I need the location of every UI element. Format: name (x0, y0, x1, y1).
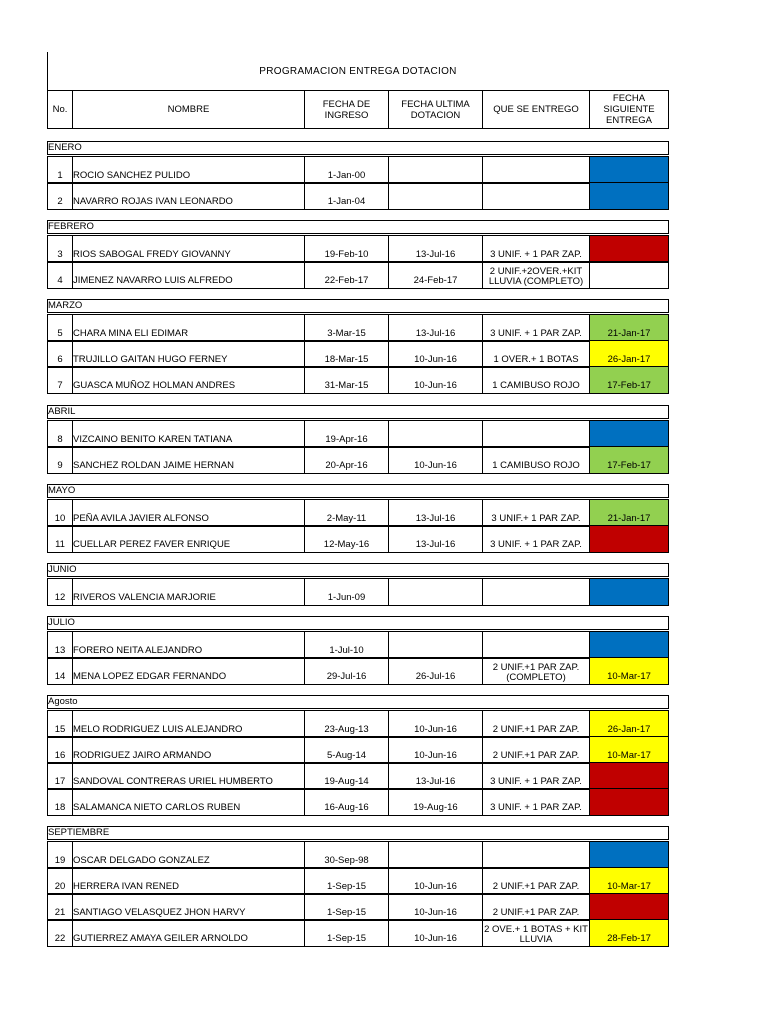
cell-fecha-ingreso-text: 1-Jan-00 (327, 170, 366, 181)
cell-no-text: 15 (54, 724, 66, 735)
cell-nombre (73, 894, 305, 920)
cell-fecha-siguiente-text: 28-Feb-17 (607, 539, 651, 550)
cell-fecha-ingreso (305, 421, 389, 447)
cell-nombre-text: TRUJILLO GAITAN HUGO FERNEY (73, 354, 228, 365)
cell-nombre-text: MELO RODRIGUEZ LUIS ALEJANDRO (73, 724, 243, 735)
cell-fecha-ultima-text: 10-Jun-16 (414, 933, 457, 944)
cell-fecha-ultima-text: 26-Jul-16 (415, 671, 456, 682)
cell-que-se-entrego (483, 658, 590, 684)
cell-que-se-entrego (483, 894, 590, 920)
cell-nombre-text: JIMENEZ NAVARRO LUIS ALFREDO (73, 275, 233, 286)
table-row (47, 156, 669, 184)
cell-fecha-ingreso-text: 16-Aug-16 (324, 802, 369, 813)
cell-nombre (73, 262, 305, 288)
cell-que-se-entrego (483, 500, 590, 526)
cell-fecha-ingreso (305, 262, 389, 288)
cell-nombre-text: HERRERA IVAN RENED (73, 881, 179, 892)
cell-nombre (73, 526, 305, 552)
cell-fecha-ultima (389, 868, 483, 894)
cell-fecha-ultima-text: 10-Jun-16 (414, 354, 457, 365)
cell-fecha-siguiente (590, 157, 668, 183)
cell-fecha-ultima-text: 19-Aug-16 (413, 802, 458, 813)
cell-fecha-siguiente (590, 341, 668, 367)
cell-no (48, 315, 73, 341)
cell-no (48, 262, 73, 288)
cell-que-se-entrego-text: 1 OVER.+ 1 BOTAS (493, 354, 579, 365)
sheet-title: PROGRAMACION ENTREGA DOTACION (259, 65, 457, 77)
cell-fecha-ingreso (305, 157, 389, 183)
cell-nombre (73, 579, 305, 605)
table-row (47, 788, 669, 816)
cell-no-text: 19 (54, 855, 66, 866)
header-fecha-ultima: FECHA ULTIMA DOTACION (389, 91, 483, 128)
cell-no-text: 6 (57, 354, 63, 365)
cell-fecha-ingreso (305, 341, 389, 367)
cell-fecha-ultima-text: 10-Jun-16 (414, 907, 457, 918)
cell-fecha-siguiente-text: 10-Mar-17 (607, 750, 651, 761)
month-header: ENERO (47, 141, 669, 155)
cell-fecha-ultima (389, 183, 483, 209)
cell-fecha-ingreso-text: 12-May-16 (323, 539, 370, 550)
table-row (47, 420, 669, 448)
cell-nombre (73, 737, 305, 763)
cell-no-text: 7 (57, 380, 63, 391)
cell-no (48, 920, 73, 946)
cell-no (48, 894, 73, 920)
cell-fecha-siguiente (590, 711, 668, 737)
table-row (47, 499, 669, 527)
header-que-se-entrego: QUE SE ENTREGO (483, 91, 590, 128)
cell-que-se-entrego-text: 2 UNIF.+1 PAR ZAP. (492, 724, 580, 735)
cell-fecha-siguiente-text: 21-Jan-17 (607, 328, 651, 339)
cell-nombre (73, 157, 305, 183)
table-row (47, 446, 669, 474)
cell-fecha-ingreso (305, 894, 389, 920)
cell-que-se-entrego-text: 2 UNIF.+1 PAR ZAP. (COMPLETO) (492, 662, 580, 683)
table-row (47, 736, 669, 764)
cell-que-se-entrego (483, 526, 590, 552)
cell-nombre (73, 341, 305, 367)
cell-fecha-ingreso-text: 31-Mar-15 (324, 380, 369, 391)
cell-fecha-ultima (389, 842, 483, 868)
cell-fecha-ultima (389, 447, 483, 473)
cell-nombre (73, 632, 305, 658)
cell-que-se-entrego (483, 367, 590, 393)
cell-que-se-entrego-text: 3 UNIF. + 1 PAR ZAP. (490, 776, 582, 787)
cell-fecha-ingreso (305, 447, 389, 473)
cell-fecha-ingreso-text: 1-Jul-10 (329, 645, 364, 656)
cell-nombre (73, 236, 305, 262)
cell-nombre (73, 789, 305, 815)
cell-que-se-entrego-text: 2 UNIF.+1 PAR ZAP. (492, 881, 580, 892)
cell-fecha-siguiente (590, 421, 668, 447)
cell-no-text: 16 (54, 750, 66, 761)
cell-que-se-entrego (483, 579, 590, 605)
table-row (47, 366, 669, 394)
cell-fecha-siguiente (590, 236, 668, 262)
cell-que-se-entrego-text: 2 UNIF.+2OVER.+KIT LLUVIA (COMPLETO) (488, 266, 584, 287)
month-header: MARZO (47, 299, 669, 313)
cell-fecha-siguiente (590, 868, 668, 894)
cell-fecha-ultima (389, 421, 483, 447)
cell-fecha-ultima (389, 500, 483, 526)
cell-fecha-ingreso (305, 842, 389, 868)
cell-no (48, 157, 73, 183)
table-row (47, 525, 669, 553)
cell-fecha-ultima-text: 13-Jul-16 (415, 328, 456, 339)
cell-fecha-ingreso (305, 526, 389, 552)
cell-fecha-siguiente-text: 28-Feb-17 (607, 933, 651, 944)
cell-no (48, 711, 73, 737)
cell-que-se-entrego (483, 421, 590, 447)
cell-fecha-ingreso (305, 367, 389, 393)
cell-fecha-ultima-text: 10-Jun-16 (414, 460, 457, 471)
cell-fecha-siguiente (590, 737, 668, 763)
cell-fecha-ultima-text: 10-Jun-16 (414, 881, 457, 892)
cell-que-se-entrego (483, 763, 590, 789)
table-row (47, 867, 669, 895)
cell-que-se-entrego (483, 236, 590, 262)
cell-fecha-ingreso-text: 22-Feb-17 (324, 275, 369, 286)
cell-fecha-ingreso-text: 5-Aug-14 (326, 750, 367, 761)
cell-fecha-ingreso (305, 579, 389, 605)
cell-fecha-ingreso (305, 183, 389, 209)
cell-que-se-entrego-text: 2 OVE.+ 1 BOTAS + KIT LLUVIA (484, 924, 588, 945)
cell-fecha-ultima (389, 789, 483, 815)
cell-fecha-siguiente-text: 28-Feb-17 (607, 776, 651, 787)
cell-nombre (73, 367, 305, 393)
cell-que-se-entrego-text: 3 UNIF. + 1 PAR ZAP. (490, 249, 582, 260)
cell-nombre (73, 183, 305, 209)
cell-nombre (73, 842, 305, 868)
cell-nombre-text: VIZCAINO BENITO KAREN TATIANA (73, 434, 233, 445)
header-fecha-siguiente: FECHA SIGUIENTE ENTREGA (603, 93, 655, 126)
cell-nombre-text: CUELLAR PEREZ FAVER ENRIQUE (73, 539, 231, 550)
cell-fecha-ultima (389, 341, 483, 367)
cell-no-text: 3 (57, 249, 63, 260)
cell-fecha-ultima (389, 658, 483, 684)
header-fecha-ingreso: FECHA DE INGRESO (305, 91, 389, 128)
cell-fecha-siguiente-text: 26-Jan-17 (607, 724, 651, 735)
cell-fecha-siguiente (590, 183, 668, 209)
cell-nombre (73, 658, 305, 684)
cell-fecha-ingreso (305, 315, 389, 341)
cell-fecha-ingreso (305, 868, 389, 894)
cell-no-text: 20 (54, 881, 66, 892)
cell-fecha-siguiente (590, 447, 668, 473)
cell-fecha-ultima (389, 262, 483, 288)
cell-no-text: 9 (57, 460, 63, 471)
cell-no-text: 18 (54, 802, 66, 813)
cell-no (48, 763, 73, 789)
month-header: SEPTIEMBRE (47, 826, 669, 840)
cell-fecha-ingreso-text: 29-Jul-16 (326, 671, 367, 682)
cell-fecha-ingreso (305, 632, 389, 658)
cell-que-se-entrego (483, 711, 590, 737)
cell-fecha-ultima (389, 737, 483, 763)
cell-fecha-ingreso-text: 1-Sep-15 (326, 907, 367, 918)
table-row (47, 314, 669, 342)
cell-fecha-siguiente-text: 28-Feb-17 (607, 802, 651, 813)
cell-fecha-ingreso-text: 18-Mar-15 (324, 354, 369, 365)
cell-fecha-siguiente-text: 10-Mar-17 (607, 881, 651, 892)
cell-no (48, 579, 73, 605)
cell-que-se-entrego (483, 632, 590, 658)
cell-fecha-ultima (389, 526, 483, 552)
cell-fecha-ingreso-text: 1-Jan-04 (327, 196, 366, 207)
cell-fecha-siguiente (590, 920, 668, 946)
table-row (47, 631, 669, 659)
cell-nombre-text: ROCIO SANCHEZ PULIDO (73, 170, 191, 181)
cell-fecha-ultima-text: 10-Jun-16 (414, 750, 457, 761)
cell-no-text: 12 (54, 592, 66, 603)
cell-fecha-ingreso (305, 763, 389, 789)
cell-nombre-text: SANDOVAL CONTRERAS URIEL HUMBERTO (73, 776, 273, 787)
table-row (47, 710, 669, 738)
cell-fecha-siguiente (590, 763, 668, 789)
cell-fecha-ultima-text: 13-Jul-16 (415, 249, 456, 260)
cell-fecha-ultima-text: 24-Feb-17 (413, 275, 458, 286)
cell-nombre (73, 500, 305, 526)
cell-fecha-siguiente-text: 10-Mar-17 (607, 671, 651, 682)
cell-fecha-ingreso-text: 20-Apr-16 (325, 460, 368, 471)
cell-fecha-ultima (389, 632, 483, 658)
cell-no (48, 447, 73, 473)
cell-fecha-ultima (389, 579, 483, 605)
table-row (47, 841, 669, 869)
cell-que-se-entrego-text: 3 UNIF. + 1 PAR ZAP. (490, 539, 582, 550)
table-row (47, 261, 669, 289)
cell-nombre-text: SALAMANCA NIETO CARLOS RUBEN (73, 802, 241, 813)
cell-no (48, 236, 73, 262)
cell-que-se-entrego (483, 868, 590, 894)
cell-no (48, 842, 73, 868)
cell-que-se-entrego-text: 3 UNIF. + 1 PAR ZAP. (490, 802, 582, 813)
cell-nombre-text: GUTIERREZ AMAYA GEILER ARNOLDO (73, 933, 248, 944)
cell-fecha-siguiente-text: 17-Feb-17 (607, 460, 651, 471)
cell-fecha-ingreso-text: 19-Apr-16 (325, 434, 368, 445)
cell-que-se-entrego (483, 262, 590, 288)
cell-fecha-siguiente (590, 658, 668, 684)
cell-fecha-siguiente (590, 842, 668, 868)
table-header (47, 90, 669, 129)
cell-no (48, 341, 73, 367)
month-header: FEBRERO (47, 220, 669, 234)
cell-no (48, 367, 73, 393)
cell-que-se-entrego (483, 315, 590, 341)
table-row (47, 762, 669, 790)
cell-que-se-entrego-text: 1 CAMIBUSO ROJO (492, 380, 580, 391)
cell-que-se-entrego-text: 2 UNIF.+1 PAR ZAP. (492, 907, 580, 918)
month-header: MAYO (47, 484, 669, 498)
cell-no-text: 17 (54, 776, 66, 787)
cell-fecha-siguiente (590, 579, 668, 605)
cell-fecha-siguiente (590, 632, 668, 658)
cell-nombre (73, 920, 305, 946)
cell-nombre-text: RODRIGUEZ JAIRO ARMANDO (73, 750, 212, 761)
cell-fecha-ultima (389, 763, 483, 789)
table-row (47, 235, 669, 263)
cell-nombre-text: SANTIAGO VELASQUEZ JHON HARVY (73, 907, 246, 918)
cell-fecha-siguiente-text: 17-Feb-17 (607, 380, 651, 391)
cell-nombre (73, 763, 305, 789)
cell-no (48, 737, 73, 763)
cell-que-se-entrego (483, 341, 590, 367)
cell-no (48, 868, 73, 894)
cell-no (48, 500, 73, 526)
cell-nombre-text: GUASCA MUÑOZ HOLMAN ANDRES (73, 380, 236, 391)
cell-fecha-ultima-text: 10-Jun-16 (414, 380, 457, 391)
table-row (47, 893, 669, 921)
cell-no-text: 21 (54, 907, 66, 918)
cell-fecha-siguiente (590, 367, 668, 393)
cell-que-se-entrego-text: 3 UNIF.+ 1 PAR ZAP. (491, 513, 581, 524)
cell-fecha-ingreso-text: 23-Aug-13 (324, 724, 369, 735)
header-no: No. (48, 91, 73, 128)
cell-fecha-siguiente-text: 26-Jan-17 (607, 354, 651, 365)
month-header: Agosto (47, 695, 669, 709)
cell-no-text: 2 (57, 196, 63, 207)
cell-nombre-text: SANCHEZ ROLDAN JAIME HERNAN (73, 460, 234, 471)
cell-fecha-siguiente (590, 789, 668, 815)
month-header: JUNIO (47, 563, 669, 577)
cell-fecha-ultima-text: 13-Jul-16 (415, 539, 456, 550)
cell-fecha-ingreso (305, 500, 389, 526)
header-nombre: NOMBRE (73, 91, 305, 128)
table-row (47, 578, 669, 606)
cell-que-se-entrego (483, 183, 590, 209)
cell-fecha-ultima (389, 315, 483, 341)
cell-nombre-text: OSCAR DELGADO GONZALEZ (73, 855, 210, 866)
cell-fecha-ingreso-text: 19-Feb-10 (324, 249, 369, 260)
cell-fecha-siguiente (590, 315, 668, 341)
cell-no-text: 14 (54, 671, 66, 682)
cell-fecha-ultima-text: 13-Jul-16 (415, 513, 456, 524)
cell-no (48, 183, 73, 209)
cell-fecha-siguiente (590, 526, 668, 552)
cell-no-text: 22 (54, 933, 66, 944)
cell-nombre-text: NAVARRO ROJAS IVAN LEONARDO (73, 196, 233, 207)
cell-nombre-text: MENA LOPEZ EDGAR FERNANDO (73, 671, 227, 682)
cell-fecha-siguiente (590, 894, 668, 920)
cell-no-text: 11 (55, 539, 65, 550)
cell-no-text: 8 (57, 434, 63, 445)
cell-fecha-ingreso-text: 19-Aug-14 (324, 776, 369, 787)
cell-que-se-entrego (483, 157, 590, 183)
cell-fecha-ingreso (305, 737, 389, 763)
cell-no (48, 632, 73, 658)
cell-nombre-text: RIOS SABOGAL FREDY GIOVANNY (73, 249, 231, 260)
cell-que-se-entrego-text: 1 CAMIBUSO ROJO (492, 460, 580, 471)
cell-fecha-ingreso-text: 1-Jun-09 (327, 592, 366, 603)
cell-fecha-ultima-text: 10-Jun-16 (414, 724, 457, 735)
cell-no (48, 658, 73, 684)
cell-fecha-ultima (389, 236, 483, 262)
cell-que-se-entrego (483, 789, 590, 815)
cell-fecha-ingreso-text: 30-Sep-98 (324, 855, 369, 866)
table-row (47, 182, 669, 210)
cell-fecha-ultima (389, 711, 483, 737)
table-row (47, 657, 669, 685)
cell-no-text: 4 (57, 275, 63, 286)
cell-fecha-siguiente-text: 21-Jan-17 (607, 513, 651, 524)
cell-fecha-ingreso-text: 1-Sep-15 (326, 933, 367, 944)
cell-no (48, 421, 73, 447)
table-row (47, 340, 669, 368)
cell-fecha-siguiente (590, 262, 668, 288)
cell-fecha-ultima (389, 920, 483, 946)
cell-no (48, 526, 73, 552)
cell-fecha-ingreso (305, 658, 389, 684)
cell-nombre (73, 868, 305, 894)
cell-fecha-siguiente (590, 500, 668, 526)
cell-fecha-ingreso-text: 2-May-11 (326, 513, 367, 524)
cell-fecha-ingreso (305, 920, 389, 946)
cell-que-se-entrego (483, 737, 590, 763)
cell-no-text: 13 (54, 645, 66, 656)
cell-que-se-entrego (483, 447, 590, 473)
cell-que-se-entrego (483, 920, 590, 946)
cell-nombre-text: PEÑA AVILA JAVIER ALFONSO (73, 513, 209, 524)
cell-no-text: 5 (57, 328, 63, 339)
cell-fecha-ultima (389, 367, 483, 393)
month-header: ABRIL (47, 405, 669, 419)
cell-fecha-ingreso (305, 711, 389, 737)
cell-que-se-entrego-text: 3 UNIF. + 1 PAR ZAP. (490, 328, 582, 339)
cell-nombre (73, 421, 305, 447)
cell-que-se-entrego (483, 842, 590, 868)
cell-fecha-ultima (389, 894, 483, 920)
cell-fecha-ultima-text: 13-Jul-16 (415, 776, 456, 787)
cell-nombre (73, 447, 305, 473)
cell-nombre (73, 711, 305, 737)
cell-no-text: 1 (57, 170, 63, 181)
month-header: JULIO (47, 616, 669, 630)
cell-nombre-text: RIVEROS VALENCIA MARJORIE (73, 592, 216, 603)
cell-fecha-ultima (389, 157, 483, 183)
cell-nombre-text: CHARA MINA ELI EDIMAR (73, 328, 189, 339)
cell-fecha-ingreso (305, 236, 389, 262)
table-row (47, 919, 669, 947)
cell-no (48, 789, 73, 815)
cell-fecha-siguiente-text: 28-Feb-17 (607, 249, 651, 260)
cell-fecha-ingreso-text: 3-Mar-15 (327, 328, 366, 339)
cell-nombre (73, 315, 305, 341)
cell-no-text: 10 (54, 513, 66, 524)
cell-fecha-ingreso-text: 1-Sep-15 (326, 881, 367, 892)
cell-que-se-entrego-text: 2 UNIF.+1 PAR ZAP. (492, 750, 580, 761)
cell-nombre-text: FORERO NEITA ALEJANDRO (73, 645, 203, 656)
cell-fecha-ingreso (305, 789, 389, 815)
